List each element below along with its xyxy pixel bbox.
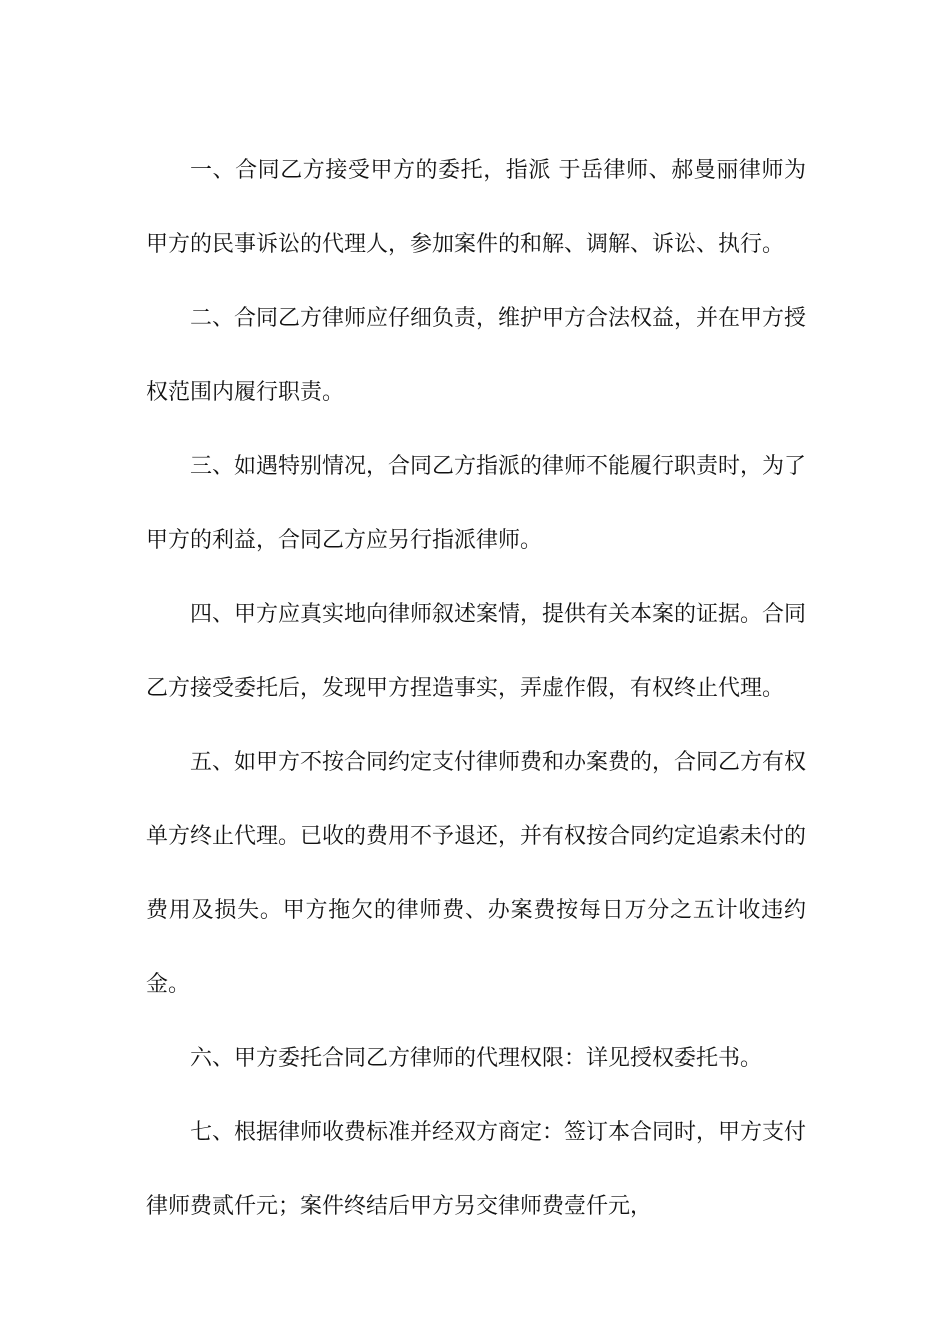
clause-4: 四、甲方应真实地向律师叙述案情，提供有关本案的证据。合同乙方接受委托后，发现甲方捏造事实，弄虚作假，有权终止代理。 <box>146 602 807 701</box>
clause-1: 一、合同乙方接受甲方的委托，指派 于岳律师、郝曼丽律师为甲方的民事诉讼的代理人，参加案件的和解、调解、诉讼、执行。 <box>146 158 806 257</box>
clause-7: 七、根据律师收费标准并经双方商定：签订本合同时，甲方支付律师费贰仟元；案件终结后甲方另交律师费壹仟元， <box>146 1120 807 1219</box>
document-page <box>146 134 806 1244</box>
clause-5: 五、如甲方不按合同约定支付律师费和办案费的，合同乙方有权单方终止代理。已收的费用不予退还，并有权按合同约定追索未付的费用及损失。甲方拖欠的律师费、办案费按每日万分之五计收违约金。 <box>146 750 807 997</box>
clause-6: 六、甲方委托合同乙方律师的代理权限：详见授权委托书。 <box>190 1046 763 1071</box>
clause-2: 二、合同乙方律师应仔细负责，维护甲方合法权益，并在甲方授权范围内履行职责。 <box>146 306 807 405</box>
clause-3: 三、如遇特别情况，合同乙方指派的律师不能履行职责时，为了甲方的利益，合同乙方应另行指派律师。 <box>146 454 807 553</box>
